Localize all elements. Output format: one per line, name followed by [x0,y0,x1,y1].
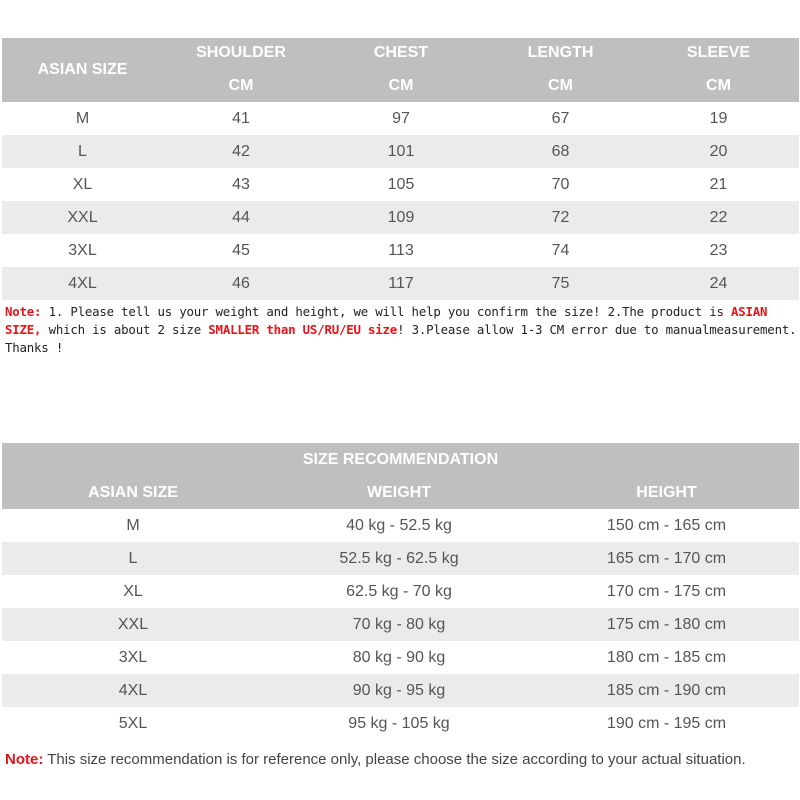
table-row [2,102,799,135]
cell-sleeve: 20 [709,142,728,160]
cell-size: M [126,516,140,534]
col-header-shoulder: SHOULDER [196,44,286,61]
table-row [2,234,799,267]
cell-weight: 62.5 kg - 70 kg [346,582,452,600]
cell-sleeve: 22 [709,208,728,226]
note-label: Note: [5,751,44,768]
cell-size: L [78,142,87,160]
cell-size: XXL [67,208,98,226]
table-row [2,542,799,575]
cell-weight: 95 kg - 105 kg [348,714,450,732]
table-row [2,135,799,168]
col-header-asian-size: ASIAN SIZE [37,61,128,78]
table-row [2,509,799,542]
cell-height: 185 cm - 190 cm [606,681,727,699]
cell-length: 74 [551,241,570,259]
cell-height: 170 cm - 175 cm [606,582,727,600]
col-header-height: HEIGHT [636,484,697,501]
cell-height: 180 cm - 185 cm [606,648,727,666]
table-row [2,201,799,234]
cell-shoulder: 42 [232,142,250,160]
cell-weight: 80 kg - 90 kg [352,648,446,666]
size-chart-header [2,38,799,102]
cell-size: 3XL [118,648,148,666]
note-text-part1: 1. Please tell us your weight and height, we will help you confirm the size! 2.The product is [41,304,731,319]
col-header-length: LENGTH [527,44,594,61]
col-header-chest-unit: CM [388,77,414,94]
cell-sleeve: 23 [709,241,728,259]
table-row [2,707,799,740]
col-header-sleeve: SLEEVE [686,44,751,61]
cell-chest: 113 [388,241,414,259]
recommendation-note [5,749,795,770]
cell-length: 75 [551,274,570,292]
cell-chest: 101 [387,142,415,160]
note-text-part3: ! 3.Please allow 1-3 CM error due to manualmeasurement. Thanks ! [5,322,797,355]
table-row [2,168,799,201]
cell-sleeve: 24 [709,274,728,292]
cell-shoulder: 44 [232,208,250,226]
cell-length: 70 [551,175,570,193]
cell-chest: 117 [388,274,414,292]
cell-height: 165 cm - 170 cm [606,549,727,567]
note-text: This size recommendation is for reference only, please choose the size according to your actual situation. [43,751,746,768]
cell-sleeve: 19 [709,109,728,127]
table-row [2,267,799,300]
col-header-chest: CHEST [373,44,429,61]
cell-shoulder: 41 [232,109,250,127]
cell-sleeve: 21 [709,175,728,193]
cell-size: XL [72,175,93,193]
cell-weight: 90 kg - 95 kg [352,681,446,699]
cell-size: L [128,549,138,567]
cell-size: 3XL [68,241,97,259]
cell-height: 190 cm - 195 cm [606,714,727,732]
table-row [2,641,799,674]
recommendation-title: SIZE RECOMMENDATION [302,451,499,468]
col-header-asian-size: ASIAN SIZE [88,484,178,501]
size-chart-table [2,102,799,300]
cell-chest: 105 [387,175,415,193]
cell-size: 5XL [118,714,148,732]
cell-shoulder: 45 [232,241,250,259]
note-asian-size: ASIAN SIZE, [5,304,768,337]
cell-shoulder: 43 [232,175,250,193]
note-text-part2: which is about 2 size [41,322,209,337]
cell-height: 175 cm - 180 cm [606,615,727,633]
cell-shoulder: 46 [232,274,250,292]
table-row [2,575,799,608]
cell-length: 72 [551,208,570,226]
cell-height: 150 cm - 165 cm [606,516,727,534]
cell-chest: 109 [387,208,415,226]
table-row [2,608,799,641]
col-header-shoulder-unit: CM [228,77,254,94]
note-label: Note: [5,304,42,319]
cell-size: XL [123,582,143,600]
cell-weight: 52.5 kg - 62.5 kg [339,549,459,567]
table-row [2,674,799,707]
col-header-length-unit: CM [548,77,573,94]
cell-size: M [75,109,90,127]
note-smaller-warning: SMALLER than US/RU/EU size [208,322,398,337]
cell-weight: 40 kg - 52.5 kg [346,516,452,534]
size-note [5,303,797,357]
cell-length: 68 [551,142,570,160]
cell-chest: 97 [392,109,410,127]
cell-size: 4XL [68,274,97,292]
col-header-sleeve-unit: CM [706,77,731,94]
cell-length: 67 [551,109,570,127]
recommendation-header [2,443,799,509]
col-header-weight: WEIGHT [367,484,431,501]
cell-size: XXL [117,615,149,633]
cell-weight: 70 kg - 80 kg [352,615,446,633]
recommendation-table [2,509,799,740]
cell-size: 4XL [118,681,148,699]
